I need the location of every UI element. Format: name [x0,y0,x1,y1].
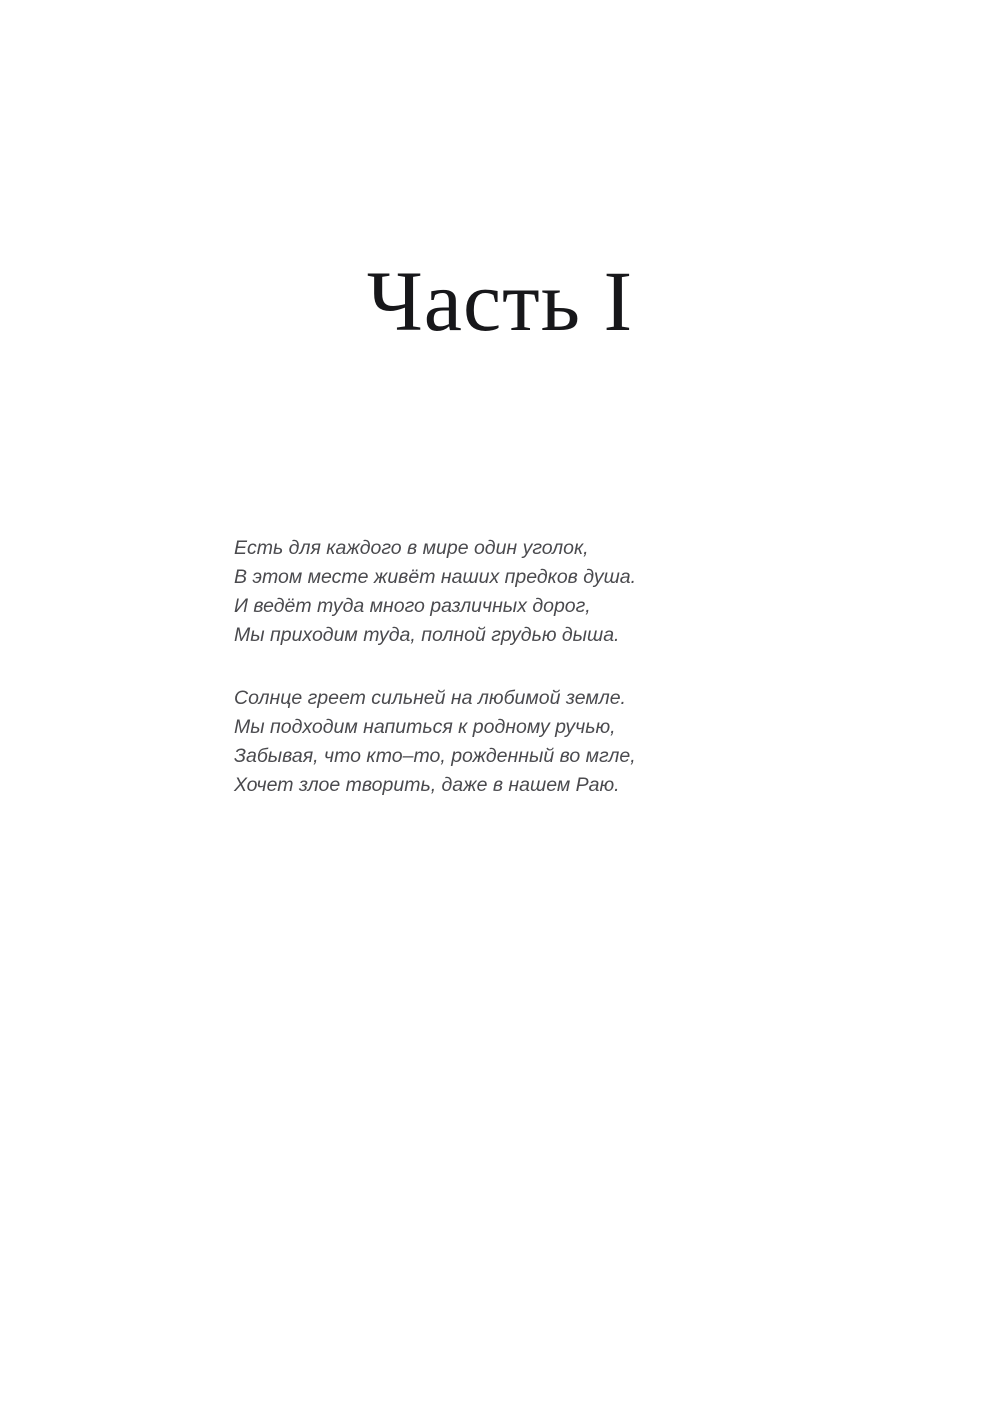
epigraph-poem [234,534,794,800]
poem-line: Хочет злое творить, даже в нашем Раю. [234,774,620,796]
page-title: Часть I [366,252,634,349]
poem-line: Мы приходим туда, полной грудью дыша. [234,624,620,646]
poem-line: Есть для каждого в мире один уголок, [234,537,589,559]
poem-line: Мы подходим напиться к родному ручью, [234,716,616,738]
poem-stanza [234,684,794,800]
poem-stanza [234,534,794,650]
poem-line: Забывая, что кто–то, рожденный во мгле, [234,745,636,767]
poem-line: В этом месте живёт наших предков душа. [234,566,637,588]
poem-line: Солнце греет сильней на любимой земле. [234,687,626,709]
poem-line: И ведёт туда много различных дорог, [234,595,591,617]
